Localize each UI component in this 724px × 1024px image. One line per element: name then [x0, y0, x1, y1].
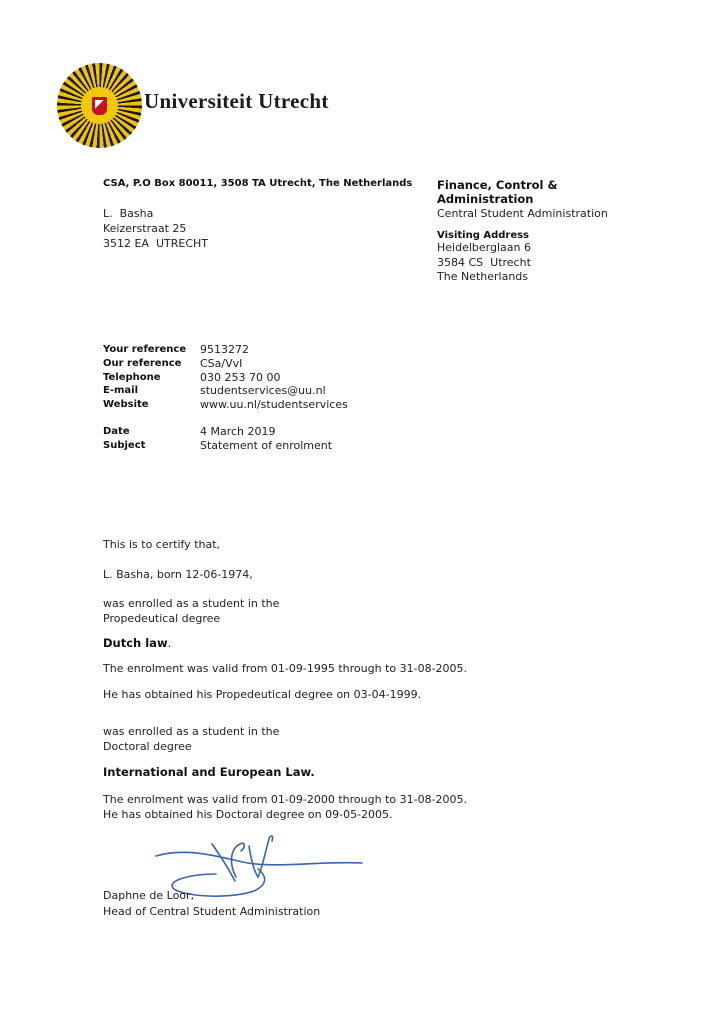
sunburst-logo-icon [57, 63, 142, 148]
reference-row [103, 398, 348, 412]
obtained-2: He has obtained his Doctoral degree on 09-05-2005. [103, 808, 393, 821]
sun-core [81, 87, 118, 124]
reference-value: studentservices@uu.nl [200, 384, 326, 398]
utrecht-shield-icon [92, 97, 107, 115]
reference-label: Our reference [103, 357, 182, 369]
reference-value: 030 253 70 00 [200, 370, 281, 384]
enrolment-1-line2: Propedeutical degree [103, 612, 221, 625]
date-label: Date [103, 426, 130, 437]
signer-name: Daphne de Loor, [103, 889, 195, 902]
signature-stroke [156, 852, 362, 865]
recipient-name: L. Basha [103, 207, 154, 220]
body-enrolment-2 [103, 724, 543, 754]
obtained-1: He has obtained his Propedeutical degree on 03-04-1999. [103, 688, 422, 701]
subject-row [103, 439, 332, 453]
reference-row [103, 371, 348, 385]
enrolment-1-line1: was enrolled as a student in the [103, 597, 280, 610]
body-person: L. Basha, born 12-06-1974, [103, 568, 253, 581]
enrolment-2-line2: Doctoral degree [103, 740, 192, 753]
department-title-line1: Finance, Control & [437, 178, 558, 192]
visiting-address-country: The Netherlands [437, 270, 529, 283]
reference-label: E-mail [103, 385, 139, 397]
date-value: 4 March 2019 [200, 425, 276, 438]
university-wordmark: Universiteit Utrecht [144, 89, 329, 113]
signature-block [103, 888, 320, 919]
degree-1 [103, 636, 543, 651]
recipient-street: Keizerstraat 25 [103, 222, 187, 235]
signer-title: Head of Central Student Administration [103, 904, 321, 918]
visiting-address-city: 3584 CS Utrecht [437, 255, 531, 269]
reference-row [103, 357, 348, 371]
subject-label: Subject [103, 440, 146, 451]
reference-value: www.uu.nl/studentservices [200, 398, 348, 412]
degree-1-suffix: . [167, 636, 172, 650]
reference-block [103, 343, 348, 412]
validity-1: The enrolment was valid from 01-09-1995 through to 31-08-2005. [103, 662, 468, 675]
department-block [437, 178, 667, 285]
department-subtitle: Central Student Administration [437, 207, 608, 220]
visiting-address-street: Heidelberglaan 6 [437, 241, 531, 254]
recipient-address [103, 206, 208, 251]
body-intro: This is to certify that, [103, 538, 221, 551]
reference-value: CSa/VvI [200, 356, 243, 370]
reference-value: 9513272 [200, 343, 249, 356]
validity-2: The enrolment was valid from 01-09-2000 through to 31-08-2005. [103, 793, 468, 806]
sender-line: CSA, P.O Box 80011, 3508 TA Utrecht, The Netherlands [103, 178, 413, 189]
reference-label: Telephone [103, 371, 161, 383]
subject-value: Statement of enrolment [200, 439, 333, 452]
recipient-city: 3512 EA UTRECHT [103, 237, 208, 250]
visiting-address-label: Visiting Address [437, 230, 530, 241]
validity-obtained-2 [103, 792, 543, 822]
degree-1-name: Dutch law [103, 636, 168, 650]
enrolment-2-line1: was enrolled as a student in the [103, 725, 280, 738]
reference-row [103, 384, 348, 398]
body-enrolment-1 [103, 596, 543, 626]
reference-label: Website [103, 399, 149, 411]
department-title-line2: Administration [437, 192, 534, 206]
date-subject-block [103, 425, 332, 453]
degree-2: International and European Law. [103, 765, 315, 779]
reference-label: Your reference [103, 344, 187, 355]
reference-row [103, 343, 348, 357]
date-row [103, 425, 332, 439]
